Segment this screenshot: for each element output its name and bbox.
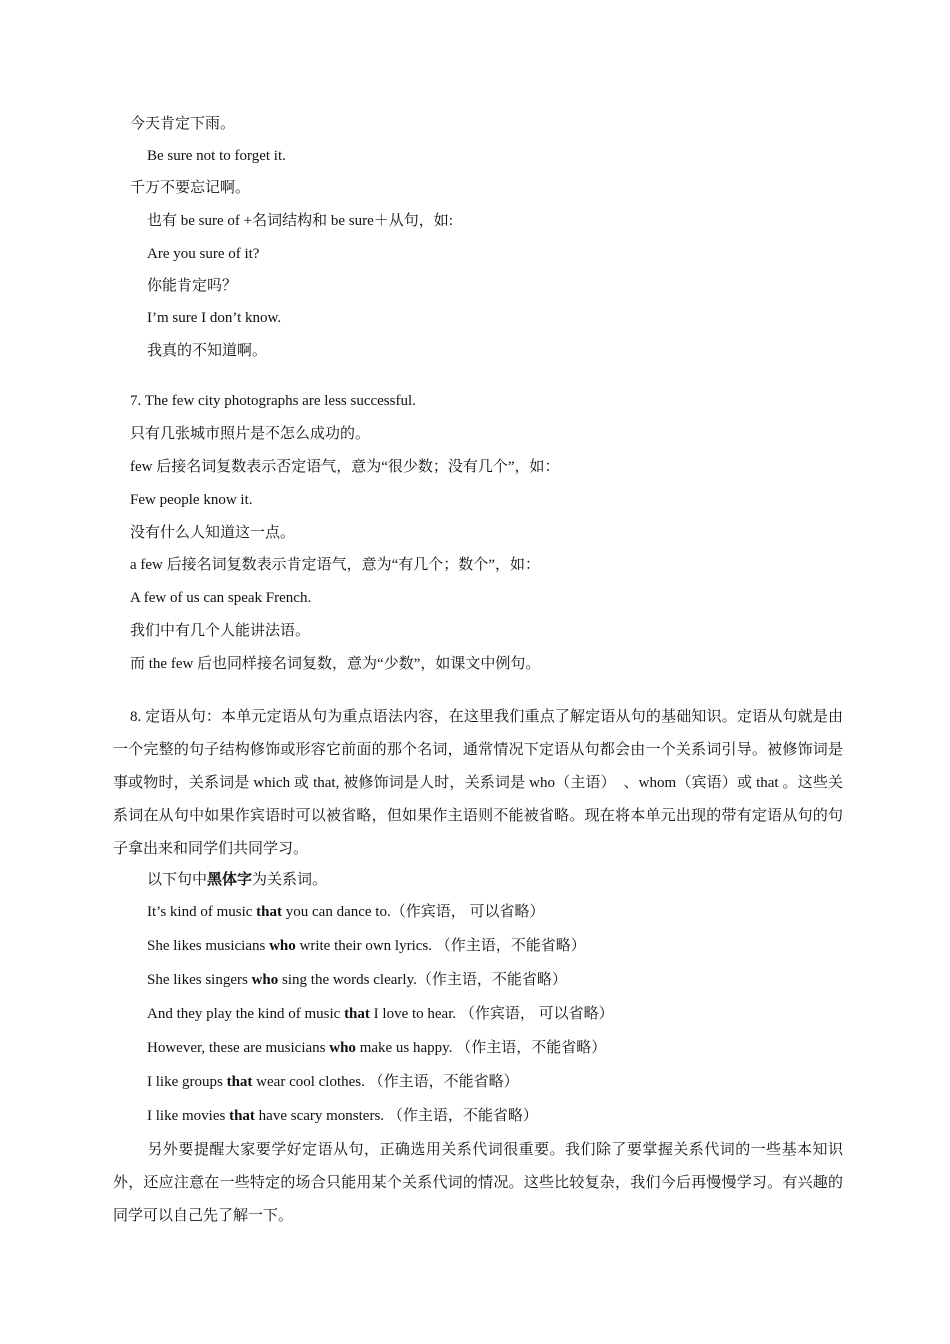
intro-bold: 黑体字 — [207, 872, 253, 888]
example-post: you can dance to. — [282, 904, 391, 920]
text-line: 而 the few 后也同样接名词复数，意为“少数”，如课文中例句。 — [130, 656, 541, 672]
example-pre: She likes singers — [147, 972, 252, 988]
example-line — [147, 1004, 614, 1024]
example-note: （作主语，不能省略） — [416, 972, 567, 988]
text-line: few 后接名词复数表示否定语气，意为“很少数；没有几个”，如： — [130, 459, 560, 475]
example-post: I love to hear. — [369, 1006, 460, 1022]
example-note: （作主语，不能省略） — [435, 938, 586, 954]
example-pre: I like groups — [147, 1074, 227, 1090]
text-line: 只有几张城市照片是不怎么成功的。 — [130, 426, 371, 442]
text-line: Few people know it. — [130, 492, 253, 508]
section-heading: 7. The few city photographs are less successful. — [130, 393, 416, 409]
example-line — [147, 1072, 519, 1092]
example-pre: And they play the kind of music — [147, 1006, 345, 1022]
intro-line — [147, 870, 327, 890]
text-line: a few 后接名词复数表示肯定语气，意为“有几个；数个”，如： — [130, 557, 540, 573]
example-pre: She likes musicians — [147, 938, 270, 954]
example-note: （作宾语， 可以省略） — [459, 1006, 614, 1022]
closing-text: 另外要提醒大家要学好定语从句，正确选用关系代词很重要。我们除了要掌握关系代词的一些基本知识外，还应注意在一些特定的场合只能用某个关系代词的情况。这些比较复杂，我们今后再慢慢学习。有兴趣的同学可以自己先了解一下。 — [113, 1142, 843, 1224]
example-post: write their own lyrics. — [295, 938, 436, 954]
example-post: have scary monsters. — [254, 1108, 388, 1124]
text-line: I’m sure I don’t know. — [147, 310, 282, 326]
example-pre: However, these are musicians — [147, 1040, 330, 1056]
example-line — [147, 1038, 606, 1058]
intro-post: 为关系词。 — [252, 872, 328, 888]
text-line: 今天肯定下雨。 — [130, 116, 236, 132]
example-post: sing the words clearly. — [278, 972, 417, 988]
example-line — [147, 902, 545, 922]
closing-paragraph — [113, 1134, 843, 1233]
text-line: Are you sure of it? — [147, 246, 260, 262]
intro-pre: 以下句中 — [147, 872, 208, 888]
example-note: （作主语，不能省略） — [387, 1108, 538, 1124]
relative-word: who — [269, 938, 296, 954]
example-note: （作主语，不能省略） — [456, 1040, 607, 1056]
text-line: 你能肯定吗？ — [147, 278, 238, 294]
text-line: 我们中有几个人能讲法语。 — [130, 623, 311, 639]
example-line — [147, 1106, 538, 1126]
example-post: wear cool clothes. — [252, 1074, 369, 1090]
text-line: 也有 be sure of +名词结构和 be sure＋从句，如: — [147, 213, 453, 229]
relative-word: who — [329, 1040, 356, 1056]
section-paragraph — [113, 701, 843, 866]
text-line: 我真的不知道啊。 — [147, 343, 268, 359]
relative-word: that — [344, 1006, 370, 1022]
example-note: （作主语，不能省略） — [368, 1074, 519, 1090]
relative-word: who — [251, 972, 279, 988]
example-pre: I like movies — [147, 1108, 230, 1124]
relative-word: that — [229, 1108, 255, 1124]
example-post: make us happy. — [355, 1040, 457, 1056]
text-line: A few of us can speak French. — [130, 590, 312, 606]
relative-word: that — [226, 1074, 253, 1090]
example-pre: It’s kind of music — [147, 904, 257, 920]
example-line — [147, 936, 586, 956]
text-line: 没有什么人知道这一点。 — [130, 525, 296, 541]
example-line — [147, 970, 567, 990]
paragraph-text: 8. 定语从句：本单元定语从句为重点语法内容，在这里我们重点了解定语从句的基础知识。定语从句就是由一个完整的句子结构修饰或形容它前面的那个名词，通常情况下定语从句都会由一个关系词引导。被修饰词是事或物时，关系词是 which 或 that, 被修饰词是人时，关系词是 who（主语） 、whom（宾语）或 that 。这些关系词在从句中如果作宾语时可以被省略，但如果作主语则不能被省略。现在将本单元出现的带有定语从句的句子拿出来和同学们共同学习。 — [113, 709, 843, 857]
text-line: Be sure not to forget it. — [147, 148, 286, 164]
text-line: 千万不要忘记啊。 — [130, 180, 251, 196]
example-note: （作宾语， 可以省略） — [390, 904, 545, 920]
relative-word: that — [256, 904, 283, 920]
